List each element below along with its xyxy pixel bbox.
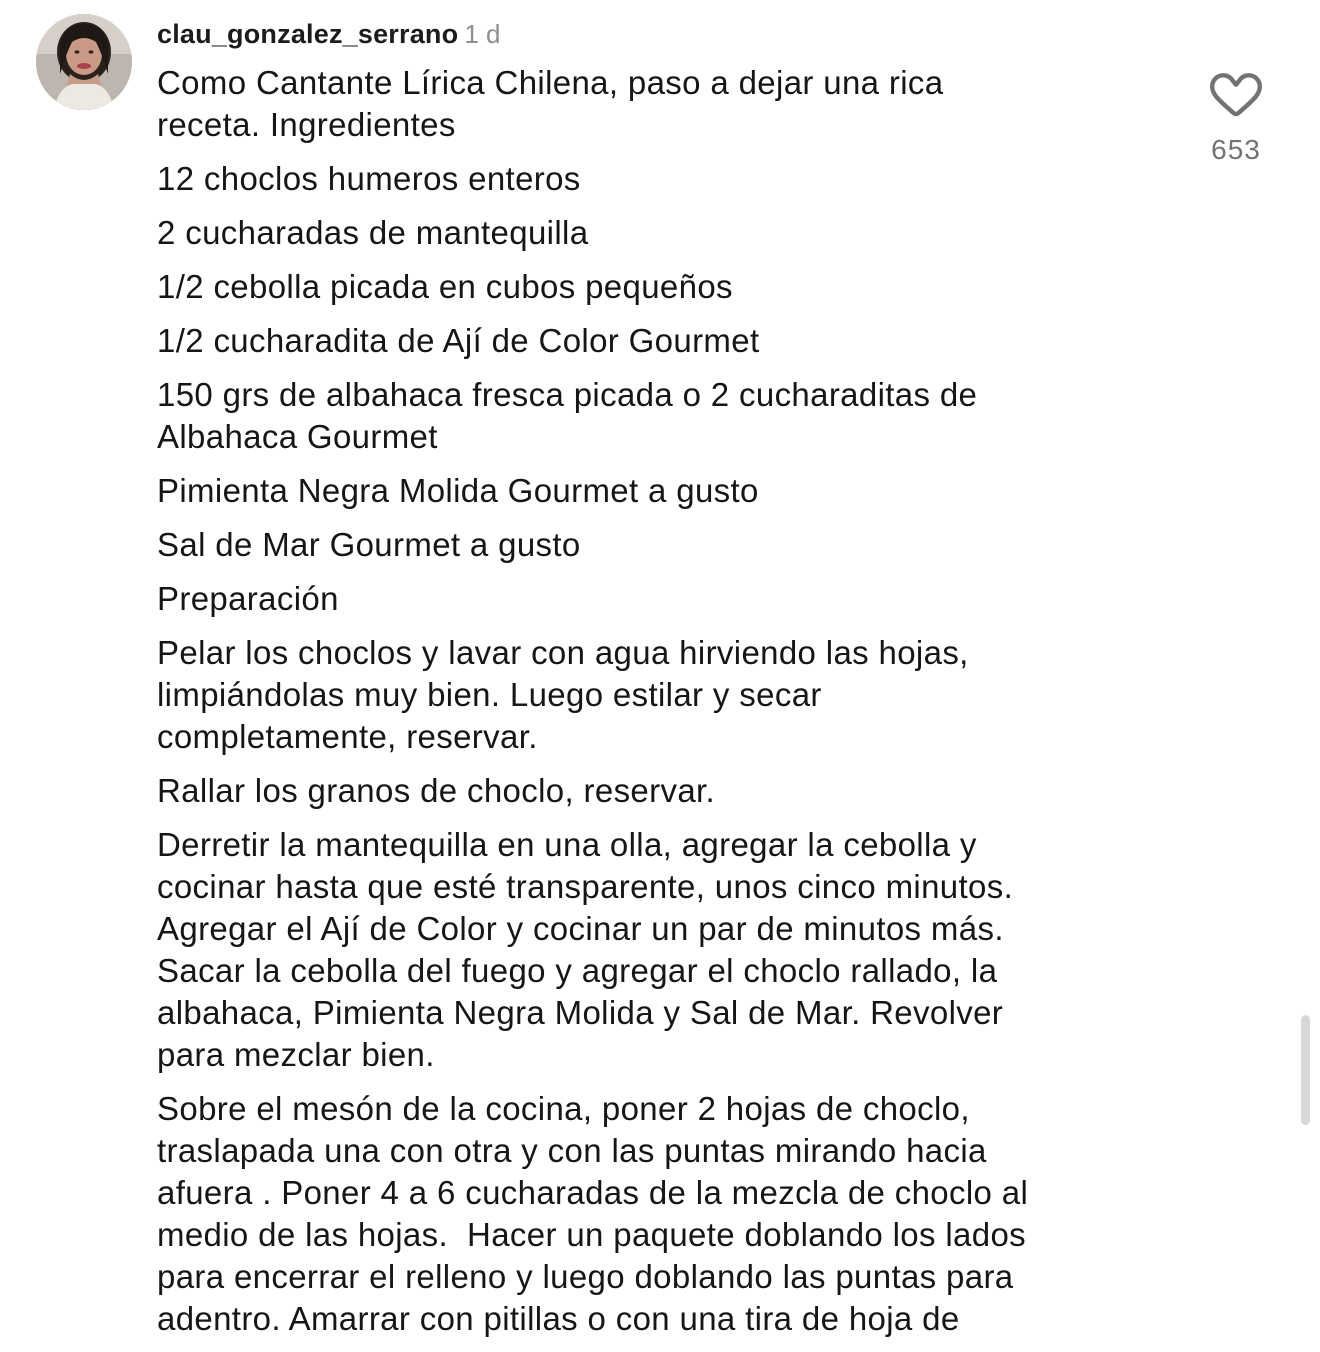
like-count: 653 — [1211, 134, 1261, 165]
comment-paragraph: 12 choclos humeros enteros — [157, 160, 581, 197]
comment-paragraph: Sal de Mar Gourmet a gusto — [157, 526, 581, 563]
scrollbar-thumb[interactable] — [1301, 1015, 1310, 1125]
heart-outline-icon — [1208, 66, 1264, 122]
comment-paragraph: Rallar los granos de choclo, reservar. — [157, 772, 716, 809]
like-section — [1196, 66, 1276, 166]
comment-paragraph: Pimienta Negra Molida Gourmet a gusto — [157, 472, 759, 509]
comment-paragraph: Preparación — [157, 580, 339, 617]
like-button[interactable] — [1208, 66, 1264, 122]
comment-paragraph: Sobre el mesón de la cocina, poner 2 hojas de choclo, traslapada una con otra y con las puntas mirando hacia afuera . Poner 4 a 6 cucharadas de la mezcla de choclo al medio de las hojas. Hacer un paquete doblando los lados para encerrar el relleno y luego doblando las puntas para adentro. Amarrar con pitillas o con una tira de hoja de — [157, 1090, 1029, 1337]
timestamp: 1 d — [464, 19, 501, 49]
profile-photo — [36, 14, 132, 110]
avatar[interactable] — [36, 14, 132, 110]
comment-text — [157, 62, 1157, 1352]
comment-paragraph: 2 cucharadas de mantequilla — [157, 214, 589, 251]
username-link[interactable]: clau_gonzalez_serrano — [157, 19, 459, 49]
comment-paragraph: Derretir la mantequilla en una olla, agregar la cebolla y cocinar hasta que esté transparente, unos cinco minutos. Agregar el Ají de Color y cocinar un par de minutos más. Sacar la cebolla del fuego y agregar el choclo rallado, la albahaca, Pimienta Negra Molida y Sal de Mar. Revolver para mezclar bien. — [157, 826, 1014, 1073]
comment-paragraph: 1/2 cucharadita de Ají de Color Gourmet — [157, 322, 760, 359]
comment-paragraph: Como Cantante Lírica Chilena, paso a dejar una rica receta. Ingredientes — [157, 64, 944, 143]
comment-paragraph: 150 grs de albahaca fresca picada o 2 cucharaditas de Albahaca Gourmet — [157, 376, 978, 455]
comment-header — [157, 16, 500, 52]
comment-paragraph: Pelar los choclos y lavar con agua hirviendo las hojas, limpiándolas muy bien. Luego estilar y secar completamente, reservar. — [157, 634, 969, 755]
comment-paragraph: 1/2 cebolla picada en cubos pequeños — [157, 268, 733, 305]
